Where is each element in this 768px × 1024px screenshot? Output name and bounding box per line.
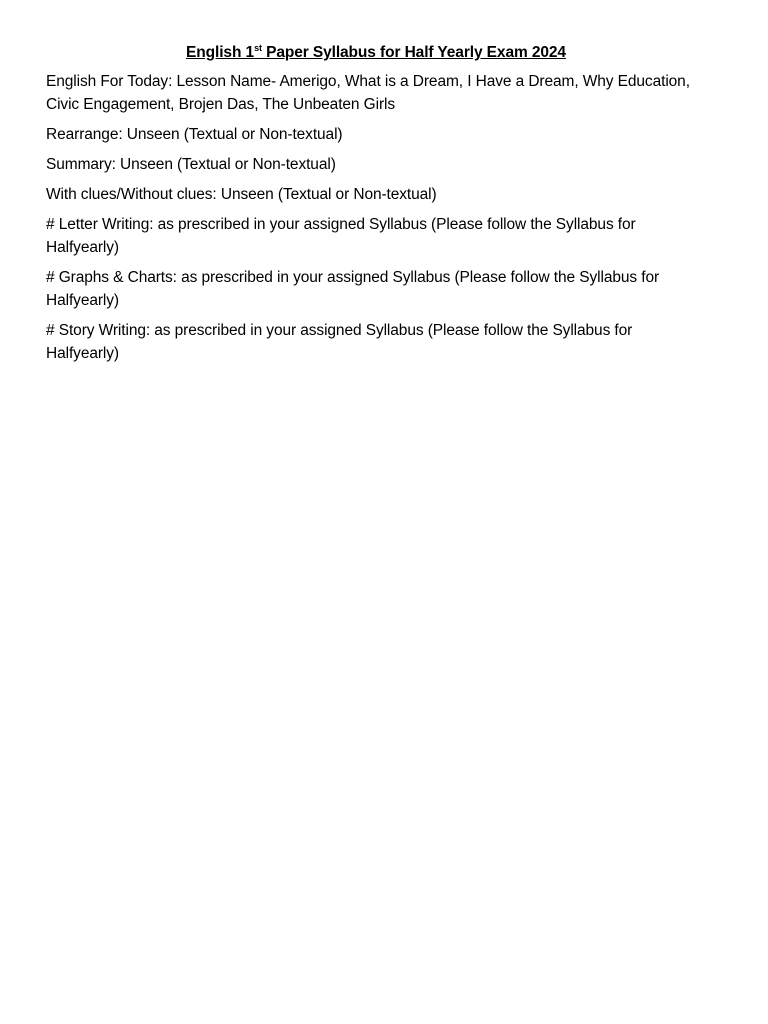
syllabus-rearrange: Rearrange: Unseen (Textual or Non-textual)	[46, 126, 343, 143]
syllabus-summary: Summary: Unseen (Textual or Non-textual)	[46, 156, 336, 173]
document-page	[46, 42, 706, 372]
syllabus-with-clues: With clues/Without clues: Unseen (Textual or Non-textual)	[46, 186, 437, 203]
syllabus-letter-writing: # Letter Writing: as prescribed in your assigned Syllabus (Please follow the Syllabus for Halfyearly)	[46, 216, 636, 256]
title-prefix: English 1	[186, 44, 255, 61]
syllabus-story-writing: # Story Writing: as prescribed in your assigned Syllabus (Please follow the Syllabus for Halfyearly)	[46, 322, 633, 362]
document-title	[46, 42, 706, 64]
title-superscript: st	[254, 42, 262, 53]
syllabus-graphs-charts: # Graphs & Charts: as prescribed in your assigned Syllabus (Please follow the Syllabus for Halfyearly)	[46, 269, 660, 309]
title-suffix: Paper Syllabus for Half Yearly Exam 2024	[261, 44, 566, 61]
syllabus-english-for-today: English For Today: Lesson Name- Amerigo, What is a Dream, I Have a Dream, Why Education, Civic Engagement, Brojen Das, The Unbeaten Girls	[46, 73, 690, 113]
